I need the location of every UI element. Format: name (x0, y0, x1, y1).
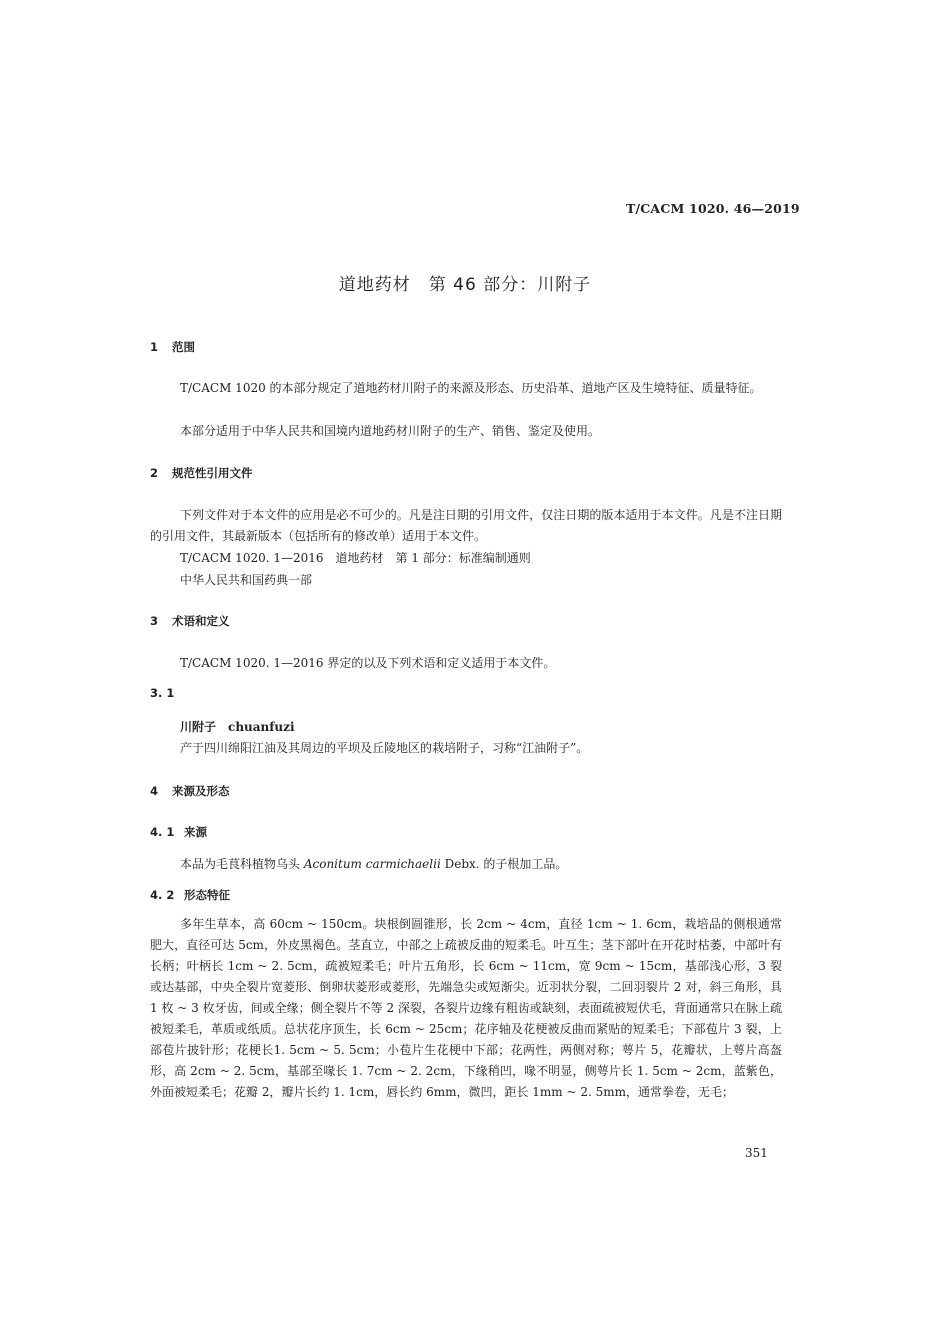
terms-intro: T/CACM 1020. 1—2016 界定的以及下列术语和定义适用于本文件。 (180, 656, 556, 670)
section-title: 范围 (172, 340, 195, 354)
source-text-before: 本品为毛茛科植物乌头 (180, 857, 304, 871)
morphology-paragraph: 多年生草本，高 60cm ~ 150cm。块根倒圆锥形，长 2cm ~ 4cm，直径 1cm ~ 1. 6cm，栽培品的侧根通常肥大，直径可达 5cm，外皮黑褐色。茎直立，中部之上疏被反曲的短柔毛。叶互生；茎下部叶在开花时枯萎，中部叶有长柄；叶柄长 1cm ~ 2. 5cm，疏被短柔毛；叶片五角形，长 6cm ~ 11cm，宽 9cm ~ 15cm，基部浅心形，3 裂或达基部，中央全裂片宽菱形、倒卵状菱形或菱形，先端急尖或短渐尖。近羽状分裂，二回羽裂片 2 对，斜三角形，具 1 枚 ~ 3 枚牙齿，间或全缘；侧全裂片不等 2 深裂，各裂片边缘有粗齿或缺刻，表面疏被短伏毛，背面通常只在脉上疏被短柔毛，革质或纸质。总状花序顶生，长 6cm ~ 25cm；花序轴及花梗被反曲而紧贴的短柔毛；下部苞片 3 裂，上部苞片披针形；花梗长1. 5cm ~ 5. 5cm；小苞片生花梗中下部；花两性，两侧对称；萼片 5，花瓣状，上萼片高盔形，高 2cm ~ 2. 5cm，基部至喙长 1. 7cm ~ 2. 2cm，下缘稍凹，喙不明显，侧萼片长 1. 5cm ~ 2cm，蓝紫色，外面被短柔毛；花瓣 2，瓣片长约 1. 1cm，唇长约 6mm，微凹，距长 1mm ~ 2. 5mm，通常拳卷，无毛； (150, 917, 782, 1099)
subsection-number: 4. 1 (150, 825, 175, 839)
section-title: 术语和定义 (172, 614, 230, 628)
subsection-4-1-heading (150, 824, 207, 840)
section-1-heading (150, 339, 195, 355)
latin-name: Aconitum carmichaelii (303, 857, 441, 871)
section-3-heading (150, 613, 230, 629)
section-number: 3 (150, 614, 159, 628)
term-definition: 产于四川绵阳江油及其周边的平坝及丘陵地区的栽培附子，习称“江油附子”。 (180, 741, 589, 755)
term-english: chuanfuzi (228, 720, 295, 734)
section-number: 1 (150, 340, 159, 354)
reference-2: 中华人民共和国药典一部 (180, 573, 313, 587)
document-title: 道地药材 第 46 部分：川附子 (338, 275, 592, 295)
page-number: 351 (745, 1146, 768, 1160)
normative-paragraph: 下列文件对于本文件的应用是必不可少的。凡是注日期的引用文件，仅注日期的版本适用于本文件。凡是不注日期的引用文件，其最新版本（包括所有的修改单）适用于本文件。 (150, 508, 782, 543)
section-number: 4 (150, 784, 159, 798)
source-text-after: Debx. 的子根加工品。 (440, 857, 568, 871)
section-title: 规范性引用文件 (172, 466, 253, 480)
subsection-number: 4. 2 (150, 888, 175, 902)
section-2-heading (150, 465, 253, 481)
subsection-title: 来源 (184, 825, 207, 839)
reference-1: T/CACM 1020. 1—2016 道地药材 第 1 部分：标准编制通则 (180, 551, 531, 565)
scope-applicability: 本部分适用于中华人民共和国境内道地药材川附子的生产、销售、鉴定及使用。 (180, 424, 601, 438)
subsection-title: 形态特征 (184, 888, 230, 902)
term-entry (180, 718, 295, 735)
subsection-3-1-number: 3. 1 (150, 686, 175, 700)
source-paragraph (180, 855, 567, 872)
section-title: 来源及形态 (172, 784, 230, 798)
scope-paragraph: T/CACM 1020 的本部分规定了道地药材川附子的来源及形态、历史沿革、道地产区及生境特征、质量特征。 (180, 381, 762, 395)
standard-number: T/CACM 1020. 46—2019 (626, 201, 800, 216)
section-4-heading (150, 783, 230, 799)
term-chinese: 川附子 (180, 720, 217, 734)
subsection-4-2-heading (150, 887, 230, 903)
section-number: 2 (150, 466, 159, 480)
